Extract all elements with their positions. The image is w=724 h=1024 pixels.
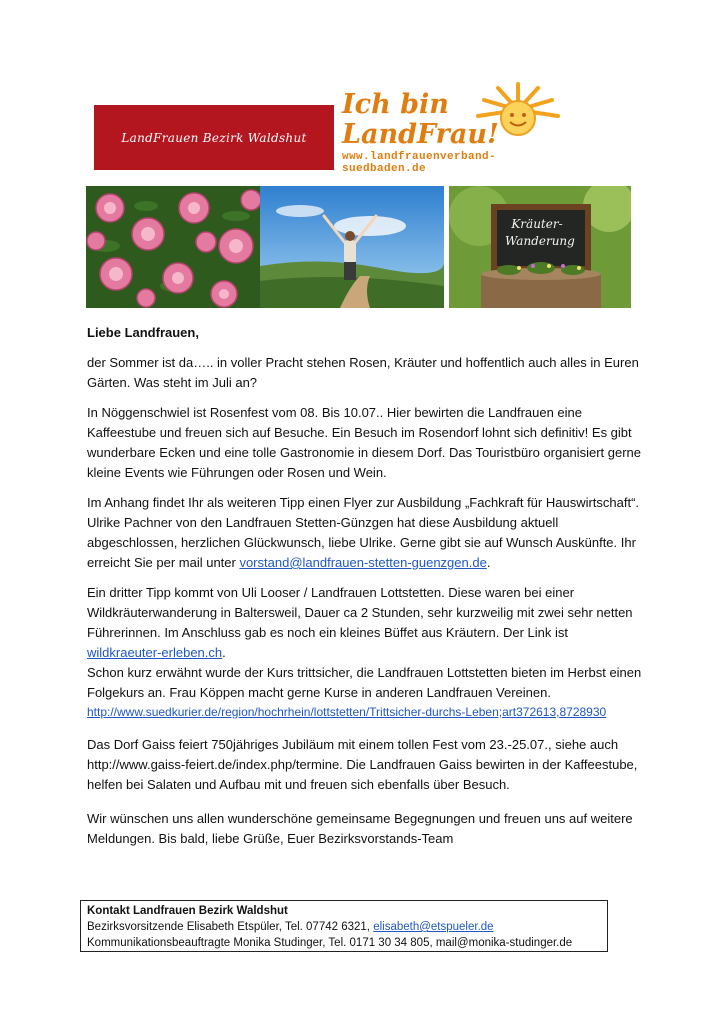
chalkboard-text: Kräuter- Wanderung: [505, 217, 575, 248]
herb-walk-photo: [449, 186, 631, 308]
paragraph-trittsicher: Schon kurz erwähnt wurde der Kurs trittsicher, die Landfrauen Lottstetten bieten im Herbst einen Folgekurs an. Frau Köppen macht gerne Kurse in anderen Landfrauen Vereinen.: [87, 665, 642, 700]
contact-title: Kontakt Landfrauen Bezirk Waldshut: [87, 905, 288, 917]
landfrau-logo: [338, 80, 578, 175]
email-link-etspueler[interactable]: elisabeth@etspueler.de: [373, 921, 494, 933]
paragraph-hauswirtschaft-text: Im Anhang findet Ihr als weiteren Tipp einen Flyer zur Ausbildung „Fachkraft für Hauswirtschaft“. Ulrike Pachner von den Landfrauen Stetten-Günzgen hat diese Ausbildung aktuell abgeschlossen, herzlichen Glückwunsch, liebe Ulrike. Gerne gibt sie auf Wunsch Auskünfte. Ihr erreicht Sie per mail unter: [87, 495, 640, 570]
paragraph-rosenfest: In Nöggenschwiel ist Rosenfest vom 08. Bis 10.07.. Hier bewirten die Landfrauen eine Kaffeestube und freuen sich auf Besuche. Ein Besuch im Rosendorf lohnt sich definitiv! Es gibt wunderbare Ecken und eine tolle Gastronomie in diesem Dorf. Das Touristbüro organisiert gerne kleine Events wie Führungen oder Rosen und Wein.: [87, 405, 641, 480]
header-band: [94, 105, 334, 170]
header-band-title: LandFrauen Bezirk Waldshut: [121, 130, 307, 145]
paragraph-hauswirtschaft: [87, 493, 642, 573]
email-link-stetten[interactable]: vorstand@landfrauen-stetten-guenzgen.de: [239, 555, 487, 570]
suedkurier-link[interactable]: http://www.suedkurier.de/region/hochrhein/lottstetten/Trittsicher-durchs-Leben;art372613,8728930: [87, 705, 607, 719]
paragraph-intro: der Sommer ist da….. in voller Pracht stehen Rosen, Kräuter und hoffentlich auch alles in Euren Gärten. Was steht im Juli an?: [87, 355, 639, 390]
contact-line-chair-text: Bezirksvorsitzende Elisabeth Etspüler, Tel. 07742 6321,: [87, 921, 374, 933]
paragraph-wildkraeuter-end: .: [222, 645, 226, 660]
paragraph-hauswirtschaft-end: .: [486, 555, 491, 570]
paragraph-wildkraeuter-text: Ein dritter Tipp kommt von Uli Looser / Landfrauen Lottstetten. Diese waren bei einer Wildkräuterwanderung in Baltersweil, Dauer ca 2 Stunden, sehr kurzweilig mit zwei sehr netten Führerinnen. Im Anschluss gab es noch ein kleines Büffet aus Kräutern. Der Link ist: [87, 585, 633, 640]
contact-line-communication: Kommunikationsbeauftragte Monika Studinger, Tel. 0171 30 34 805, mail@monika-studinger.de: [87, 937, 573, 949]
greeting: Liebe Landfrauen,: [87, 325, 199, 340]
meadow-photo: [260, 186, 444, 308]
letter-body: [87, 323, 642, 859]
contact-box: [80, 900, 608, 952]
contact-line-chair: [87, 919, 601, 935]
paragraph-gaiss: Das Dorf Gaiss feiert 750jähriges Jubiläum mit einem tollen Fest vom 23.-25.07., siehe auch http://www.gaiss-feiert.de/index.php/termine. Die Landfrauen Gaiss bewirten in der Kaffeestube, helfen bei Salaten und Aufbau mit und freuen sich ebenfalls über Besuch.: [87, 737, 638, 792]
roses-photo: [86, 186, 262, 308]
logo-url: www.landfrauenverband-suedbaden.de: [342, 151, 497, 175]
paragraph-wildkraeuter: [87, 583, 642, 663]
logo-text: Ich bin LandFrau!: [342, 89, 499, 150]
wildkraeuter-link[interactable]: wildkraeuter-erleben.ch: [87, 645, 223, 660]
paragraph-closing: Wir wünschen uns allen wunderschöne gemeinsame Begegnungen und freuen uns auf weitere Meldungen. Bis bald, liebe Grüße, Euer Bezirksvorstands-Team: [87, 811, 633, 846]
